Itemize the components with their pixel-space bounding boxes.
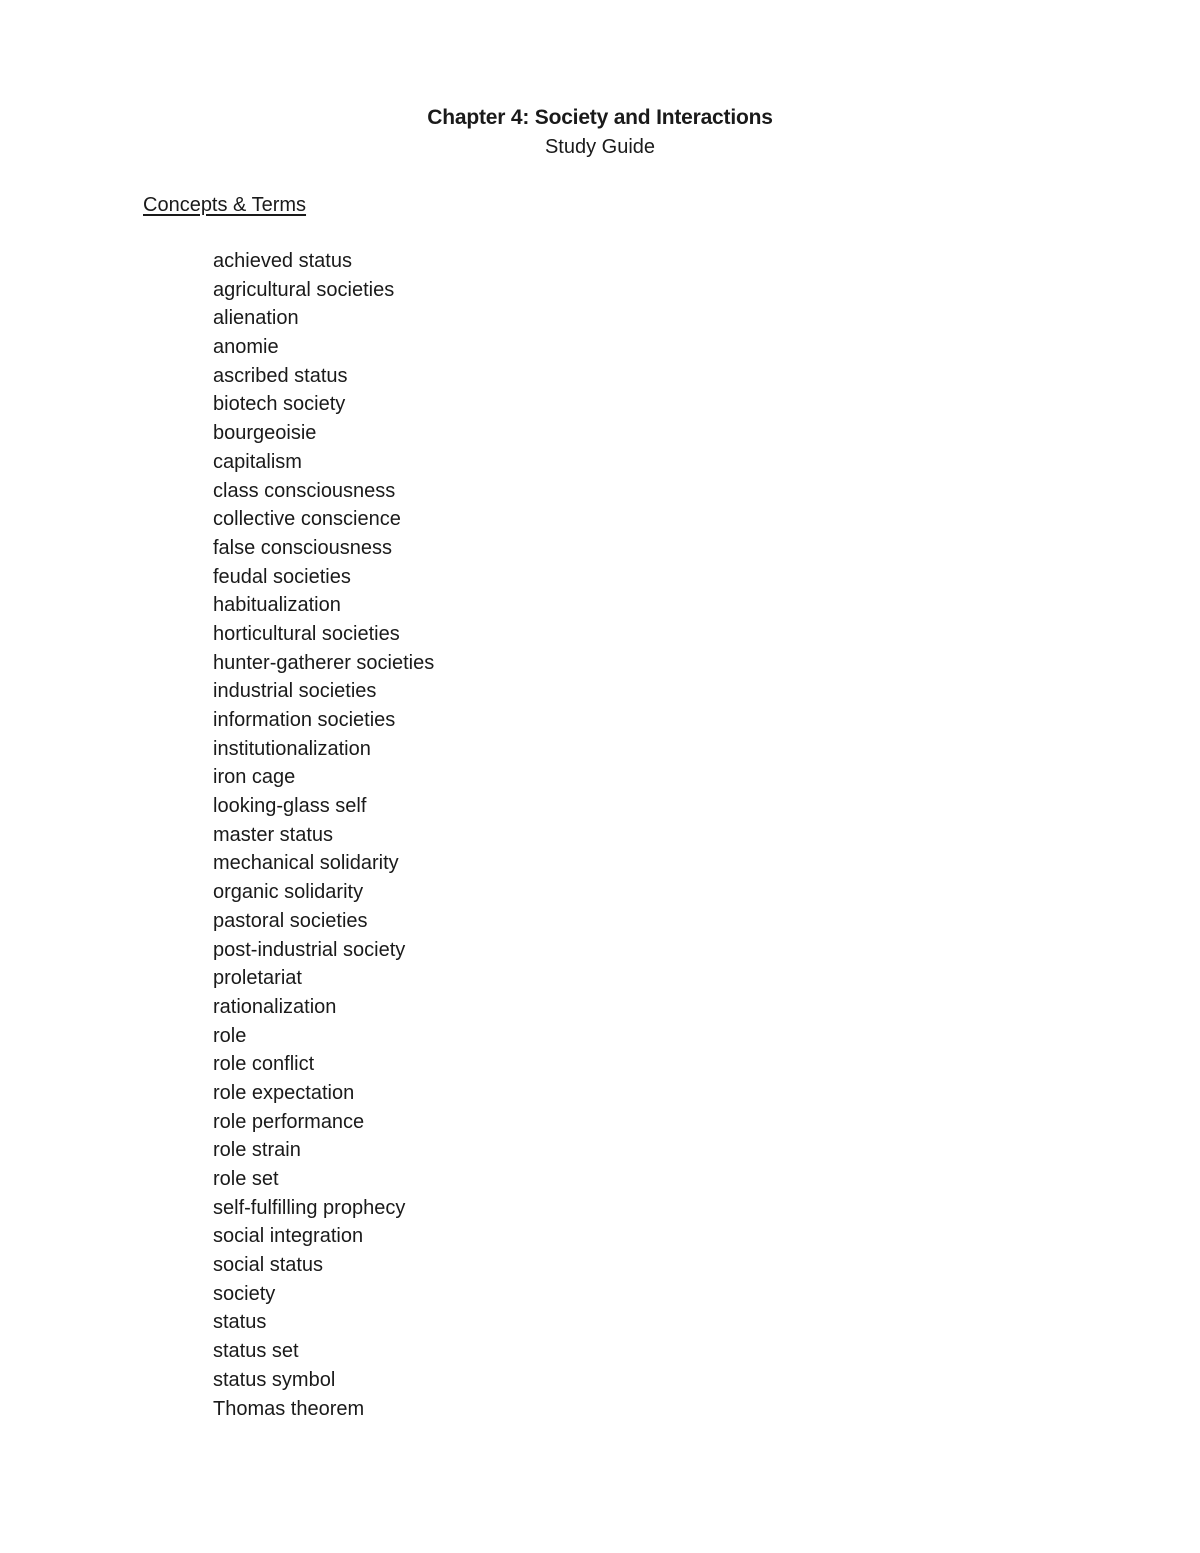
term-item: post-industrial society bbox=[213, 938, 406, 961]
term-item: anomie bbox=[213, 336, 279, 359]
term-item: collective conscience bbox=[213, 508, 401, 531]
terms-list bbox=[213, 247, 434, 1423]
term-item: role strain bbox=[213, 1139, 301, 1162]
term-item: bourgeoisie bbox=[213, 422, 317, 445]
term-item: habitualization bbox=[213, 594, 341, 617]
term-item: role conflict bbox=[213, 1053, 315, 1076]
term-item: role expectation bbox=[213, 1081, 355, 1104]
term-item: iron cage bbox=[213, 766, 296, 789]
term-item: society bbox=[213, 1282, 276, 1305]
term-item: proletariat bbox=[213, 967, 302, 990]
term-item: role set bbox=[213, 1168, 279, 1190]
term-item: achieved status bbox=[213, 250, 352, 272]
term-item: information societies bbox=[213, 709, 396, 731]
term-item: social integration bbox=[213, 1225, 364, 1248]
term-item: false consciousness bbox=[213, 536, 392, 559]
term-item: status set bbox=[213, 1340, 299, 1363]
term-item: industrial societies bbox=[213, 680, 377, 703]
section-heading: Concepts & Terms bbox=[143, 194, 307, 216]
term-item: rationalization bbox=[213, 995, 337, 1018]
term-item: institutionalization bbox=[213, 737, 371, 760]
term-item: self-fulfilling prophecy bbox=[213, 1196, 406, 1219]
term-item: pastoral societies bbox=[213, 909, 368, 932]
term-item: mechanical solidarity bbox=[213, 852, 399, 875]
term-item: role bbox=[213, 1024, 247, 1047]
term-item: role performance bbox=[213, 1110, 365, 1133]
term-item: master status bbox=[213, 823, 334, 846]
term-item: biotech society bbox=[213, 393, 346, 416]
term-item: agricultural societies bbox=[213, 278, 395, 301]
term-item: Thomas theorem bbox=[213, 1397, 365, 1420]
term-item: status symbol bbox=[213, 1368, 336, 1391]
term-item: horticultural societies bbox=[213, 622, 400, 645]
term-item: looking-glass self bbox=[213, 795, 367, 818]
document-title: Chapter 4: Society and Interactions bbox=[427, 106, 773, 129]
document-subtitle: Study Guide bbox=[544, 136, 656, 158]
term-item: ascribed status bbox=[213, 364, 348, 387]
term-item: capitalism bbox=[213, 450, 302, 473]
term-item: feudal societies bbox=[213, 565, 351, 588]
term-item: social status bbox=[213, 1254, 324, 1277]
term-item: hunter-gatherer societies bbox=[213, 651, 435, 674]
term-item: status bbox=[213, 1311, 267, 1334]
term-item: alienation bbox=[213, 307, 299, 330]
term-item: class consciousness bbox=[213, 479, 396, 502]
term-item: organic solidarity bbox=[213, 881, 364, 904]
